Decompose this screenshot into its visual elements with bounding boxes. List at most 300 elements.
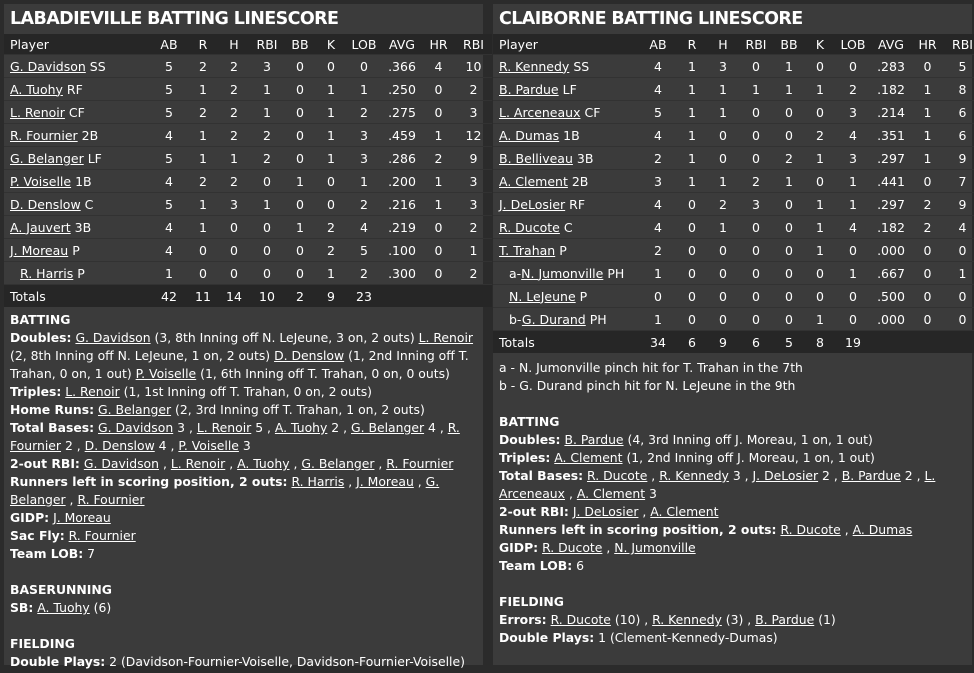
stat-cell: 0	[752, 242, 760, 258]
player-link[interactable]: A. Clement	[499, 173, 568, 189]
player-link[interactable]: G. Davidson	[75, 330, 151, 345]
player-link[interactable]: L. Arceneaux	[499, 468, 936, 501]
line-text: ,	[602, 540, 615, 555]
player-link[interactable]: L. Renoir	[170, 456, 226, 471]
stat-cell: 4	[654, 127, 662, 143]
stat-cell: 0	[752, 104, 760, 120]
player-position: SS	[573, 58, 590, 74]
player-link[interactable]: J. Moreau	[10, 242, 69, 258]
line-text: 2 ,	[818, 468, 842, 483]
player-link[interactable]: A. Jauvert	[10, 219, 71, 235]
player-link[interactable]: R. Ducote	[542, 540, 603, 555]
line-label: Total Bases:	[10, 420, 95, 435]
table-row	[4, 170, 492, 193]
player-cell	[4, 170, 150, 193]
stat-cell: 1	[688, 58, 696, 74]
section-line	[499, 557, 966, 575]
stat-cell: 2	[199, 104, 207, 120]
player-link[interactable]: N. Jumonville	[521, 265, 604, 281]
stat-cell: 1	[199, 81, 207, 97]
player-link[interactable]: G. Belanger	[97, 402, 172, 417]
section-gap	[4, 617, 483, 635]
stat-cell: 1	[923, 127, 932, 143]
stat-cell: 3	[360, 150, 368, 166]
stat-cell: 0	[752, 311, 760, 327]
stat-cell: 0	[923, 288, 932, 304]
player-link[interactable]: G. Davidson	[98, 420, 174, 435]
table-row	[493, 55, 974, 78]
stat-cell: 0	[296, 265, 304, 281]
player-position: 1B	[75, 173, 92, 189]
player-link[interactable]: G. Davidson	[10, 58, 86, 74]
player-link[interactable]: B. Pardue	[499, 81, 559, 97]
stat-cell: 0	[785, 265, 793, 281]
section-line	[499, 431, 966, 449]
stat-cell: 0	[785, 242, 793, 258]
player-link[interactable]: L. Renoir	[418, 330, 474, 345]
line-label: Doubles:	[499, 432, 561, 447]
totals-cell: 34	[650, 334, 666, 350]
stat-cell: 0	[688, 288, 696, 304]
stat-cell: 4	[165, 242, 173, 258]
stat-cell: 4	[849, 219, 857, 235]
player-link[interactable]: B. Pardue	[755, 612, 815, 627]
stat-cell: 5	[165, 150, 173, 166]
stat-cell: 0	[958, 311, 967, 327]
stat-cell: 0	[923, 173, 932, 189]
stat-cell: .100	[388, 242, 416, 258]
player-link[interactable]: R. Ducote	[587, 468, 648, 483]
sub-prefix: a-	[509, 265, 522, 281]
line-label: Doubles:	[10, 330, 72, 345]
stat-cell: 3	[360, 127, 368, 143]
stat-cell: 1	[816, 242, 824, 258]
line-label: Triples:	[10, 384, 62, 399]
player-link[interactable]: A. Tuohy	[237, 456, 290, 471]
totals-cell: 9	[719, 334, 727, 350]
player-link[interactable]: R. Fournier	[10, 127, 78, 143]
player-link[interactable]: B. Pardue	[841, 468, 901, 483]
stat-cell: 1	[849, 265, 857, 281]
stat-cell: 1	[199, 196, 207, 212]
line-text: 3	[645, 486, 657, 501]
table-row	[493, 308, 974, 331]
player-position: RF	[569, 196, 586, 212]
stat-cell: 5	[165, 196, 173, 212]
player-link[interactable]: R. Kennedy	[652, 612, 722, 627]
table-row	[493, 124, 974, 147]
stat-cell: 1	[327, 104, 335, 120]
stat-cell: 1	[327, 81, 335, 97]
totals-cell: 2	[296, 288, 304, 304]
player-link[interactable]: A. Dumas	[852, 522, 913, 537]
player-position: 1B	[563, 127, 580, 143]
player-link[interactable]: A. Clement	[650, 504, 719, 519]
line-text: (10) ,	[610, 612, 653, 627]
col-header-ab: AB	[649, 36, 667, 52]
totals-cell: 8	[816, 334, 824, 350]
line-text: ,	[159, 456, 171, 471]
player-position: P	[77, 265, 85, 281]
line-text: 2 ,	[61, 438, 85, 453]
table-row	[493, 193, 974, 216]
line-text: 3 ,	[173, 420, 197, 435]
line-text: (6)	[89, 600, 112, 615]
col-header-k: K	[326, 36, 336, 52]
player-link[interactable]: G. Belanger	[301, 456, 375, 471]
player-link[interactable]: L. Renoir	[65, 384, 120, 399]
stat-cell: .275	[388, 104, 416, 120]
stat-cell: 2	[360, 265, 368, 281]
player-position: RF	[66, 81, 83, 97]
stat-cell: 0	[958, 288, 967, 304]
section-line	[10, 419, 477, 455]
stat-cell: 0	[719, 242, 727, 258]
stat-cell: 2	[230, 104, 238, 120]
col-header-r: R	[198, 36, 208, 52]
stat-cell: 0	[923, 242, 932, 258]
stat-cell: 0	[230, 219, 238, 235]
stat-cell: 0	[785, 219, 793, 235]
stat-cell: 3	[654, 173, 662, 189]
line-label: Home Runs:	[10, 402, 95, 417]
stat-cell: 3	[849, 150, 857, 166]
player-link[interactable]: J. DeLosier	[499, 196, 566, 212]
section-line	[499, 503, 966, 521]
stat-cell: .000	[877, 242, 905, 258]
stat-cell: 3	[230, 196, 238, 212]
player-link[interactable]: N. LeJeune	[509, 288, 576, 304]
stat-cell: 3	[752, 196, 760, 212]
stat-cell: 4	[165, 173, 173, 189]
stat-cell: 5	[360, 242, 368, 258]
stat-cell: 2	[263, 127, 271, 143]
stat-cell: 0	[719, 288, 727, 304]
player-cell	[493, 101, 639, 124]
player-link[interactable]: A. Dumas	[499, 127, 560, 143]
player-link[interactable]: J. Moreau	[53, 510, 111, 525]
player-position: LF	[562, 81, 577, 97]
stat-cell: 0	[434, 242, 443, 258]
totals-cell	[455, 285, 492, 308]
stat-cell: 2	[923, 219, 932, 235]
totals-cell: 11	[195, 288, 211, 304]
stat-section-fielding	[493, 593, 972, 647]
stat-cell: .216	[388, 196, 416, 212]
player-position: P	[559, 242, 567, 258]
player-link[interactable]: R. Kennedy	[499, 58, 570, 74]
stat-cell: 0	[296, 196, 304, 212]
totals-cell: 9	[327, 288, 335, 304]
stat-cell: 1	[719, 219, 727, 235]
player-link[interactable]: R. Kennedy	[659, 468, 729, 483]
labadieville-panel	[4, 4, 484, 669]
player-link[interactable]: R. Fournier	[10, 420, 460, 453]
stat-cell: 3	[469, 196, 478, 212]
player-link[interactable]: P. Voiselle	[135, 366, 197, 381]
stat-cell: 0	[199, 242, 207, 258]
stat-cell: 0	[327, 58, 335, 74]
totals-cell: 42	[161, 288, 177, 304]
stat-cell: 1	[654, 265, 662, 281]
table-header	[493, 34, 974, 55]
player-cell	[493, 170, 639, 193]
line-text: (2, 8th Inning off N. LeJeune, 1 on, 2 outs)	[10, 348, 275, 363]
section-line	[499, 611, 966, 629]
player-link[interactable]: R. Ducote	[780, 522, 841, 537]
stat-cell: 3	[849, 104, 857, 120]
stat-cell: 5	[165, 81, 173, 97]
line-text: (1, 2nd Inning off T. Trahan, 0 on, 1 out)	[10, 348, 469, 381]
stat-cell: 0	[263, 265, 271, 281]
line-label: GIDP:	[499, 540, 539, 555]
line-text: 7	[87, 546, 96, 561]
stat-cell: 1	[752, 81, 760, 97]
player-link[interactable]: L. Renoir	[196, 420, 252, 435]
stat-section-fielding	[4, 635, 483, 671]
player-link[interactable]: B. Pardue	[564, 432, 624, 447]
stat-cell: 4	[654, 81, 662, 97]
stat-cell: 7	[958, 173, 967, 189]
stat-cell: 4	[165, 219, 173, 235]
player-position: CF	[68, 104, 85, 120]
stat-cell: 1	[327, 150, 335, 166]
table-row	[4, 216, 492, 239]
stat-cell: 0	[785, 196, 793, 212]
line-text: 3	[238, 438, 251, 453]
stat-cell: 6	[958, 104, 967, 120]
line-text: ,	[374, 456, 387, 471]
stat-cell: 1	[923, 150, 932, 166]
claiborne-panel	[493, 4, 972, 665]
stat-cell: 0	[785, 311, 793, 327]
stat-cell: 0	[719, 311, 727, 327]
player-link[interactable]: J. DeLosier	[572, 504, 639, 519]
stat-cell: 0	[688, 196, 696, 212]
player-link[interactable]: L. Arceneaux	[499, 104, 581, 120]
player-link[interactable]: P. Voiselle	[178, 438, 239, 453]
stat-cell: 3	[469, 104, 478, 120]
line-text: (1, 6th Inning off T. Trahan, 0 on, 0 outs)	[196, 366, 450, 381]
stat-cell: 0	[752, 127, 760, 143]
line-text: ,	[344, 474, 357, 489]
player-cell	[4, 239, 150, 262]
section-gap	[493, 395, 972, 413]
stat-cell: 1	[165, 265, 173, 281]
stat-cell: 9	[958, 196, 967, 212]
stat-cell: 0	[752, 265, 760, 281]
stat-cell: 1	[654, 311, 662, 327]
stat-cell: .297	[877, 150, 905, 166]
line-text: ,	[638, 504, 651, 519]
player-link[interactable]: N. Jumonville	[614, 540, 696, 555]
player-link[interactable]: R. Ducote	[499, 219, 560, 235]
stat-cell: 1	[816, 196, 824, 212]
stat-cell: .182	[877, 219, 905, 235]
stat-cell: 0	[327, 196, 335, 212]
line-text: 3 ,	[728, 468, 753, 483]
player-link[interactable]: R. Harris	[291, 474, 345, 489]
player-link[interactable]: G. Durand	[521, 311, 586, 327]
player-link[interactable]: G. Davidson	[83, 456, 159, 471]
stat-cell: 1	[327, 127, 335, 143]
line-label: Team LOB:	[10, 546, 84, 561]
stat-cell: 1	[923, 104, 932, 120]
line-text: (3) ,	[721, 612, 756, 627]
stat-cell: 0	[752, 288, 760, 304]
line-label: 2-out RBI:	[499, 504, 569, 519]
line-text: ,	[225, 456, 238, 471]
player-link[interactable]: R. Fournier	[386, 456, 454, 471]
player-link[interactable]: T. Trahan	[499, 242, 556, 258]
stat-cell: 0	[296, 81, 304, 97]
player-link[interactable]: G. Belanger	[351, 420, 425, 435]
line-label: 2-out RBI:	[10, 456, 80, 471]
stat-section-baserunning	[4, 581, 483, 617]
totals-cell	[382, 285, 422, 308]
table-row	[493, 285, 974, 308]
line-label: GIDP:	[10, 510, 50, 525]
totals-row	[493, 331, 974, 354]
section-line	[10, 455, 477, 473]
stat-cell: 2	[327, 242, 335, 258]
totals-cell	[911, 331, 944, 354]
stat-cell: 4	[434, 58, 443, 74]
player-link[interactable]: A. Clement	[576, 486, 646, 501]
stat-cell: 0	[230, 265, 238, 281]
stat-cell: 1	[434, 196, 443, 212]
line-text: 4 ,	[154, 438, 179, 453]
stat-cell: 1	[958, 265, 967, 281]
stat-cell: 1	[327, 265, 335, 281]
player-link[interactable]: R. Ducote	[550, 612, 611, 627]
totals-cell: 6	[688, 334, 696, 350]
stat-cell: 1	[923, 81, 932, 97]
player-cell	[493, 239, 639, 262]
line-text: ,	[840, 522, 853, 537]
player-link[interactable]: A. Tuohy	[274, 420, 328, 435]
table-row	[4, 193, 492, 216]
stat-cell: 2	[199, 173, 207, 189]
totals-cell: 5	[785, 334, 793, 350]
stat-cell: .351	[877, 127, 905, 143]
col-header-avg: AVG	[389, 36, 415, 52]
player-cell	[493, 193, 639, 216]
player-cell	[4, 147, 150, 170]
stat-cell: 0	[230, 242, 238, 258]
col-header-h: H	[229, 36, 239, 52]
col-header-lob: LOB	[351, 36, 377, 52]
stat-cell: 1	[296, 173, 304, 189]
stat-cell: 0	[654, 288, 662, 304]
col-header-rbi: RBI	[463, 36, 484, 52]
stat-cell: .200	[388, 173, 416, 189]
line-text: (1, 2nd Inning off J. Moreau, 1 on, 1 out)	[622, 450, 875, 465]
line-text: 2 (Davidson-Fournier-Voiselle, Davidson-Fournier-Voiselle)	[109, 654, 465, 669]
stat-cell: 1	[434, 173, 443, 189]
stat-cell: 0	[719, 127, 727, 143]
player-link[interactable]: J. Moreau	[356, 474, 414, 489]
stat-cell: 9	[469, 150, 478, 166]
player-link[interactable]: R. Harris	[20, 265, 74, 281]
section-line	[10, 599, 477, 617]
stat-cell: 0	[263, 242, 271, 258]
stat-section-batting	[4, 311, 483, 563]
player-link[interactable]: A. Tuohy	[37, 600, 90, 615]
table-row	[4, 124, 492, 147]
section-line	[10, 509, 477, 527]
section-line	[10, 473, 477, 509]
stat-cell: 0	[752, 219, 760, 235]
stat-cell: 0	[849, 288, 857, 304]
player-link[interactable]: A. Tuohy	[10, 81, 63, 97]
player-link[interactable]: A. Clement	[554, 450, 623, 465]
stat-cell: .000	[877, 311, 905, 327]
player-link[interactable]: G. Belanger	[10, 150, 84, 166]
player-link[interactable]: D. Denslow	[84, 438, 155, 453]
player-link[interactable]: R. Fournier	[68, 528, 136, 543]
col-header-rbi: RBI	[952, 36, 973, 52]
col-header-ab: AB	[160, 36, 178, 52]
stat-cell: 2	[434, 150, 443, 166]
stat-cell: 0	[327, 173, 335, 189]
stat-cell: .214	[877, 104, 905, 120]
player-link[interactable]: D. Denslow	[274, 348, 345, 363]
stat-cell: 1	[785, 173, 793, 189]
player-link[interactable]: D. Denslow	[10, 196, 81, 212]
line-label: Double Plays:	[499, 630, 595, 645]
player-link[interactable]: R. Fournier	[77, 492, 145, 507]
stat-cell: 4	[849, 127, 857, 143]
stat-cell: 0	[296, 150, 304, 166]
player-link[interactable]: L. Renoir	[10, 104, 65, 120]
stat-cell: 0	[849, 58, 857, 74]
stat-cell: 4	[165, 127, 173, 143]
line-label: Team LOB:	[499, 558, 573, 573]
player-link[interactable]: B. Belliveau	[499, 150, 573, 166]
section-line	[499, 629, 966, 647]
stat-cell: 1	[719, 173, 727, 189]
player-position: 3B	[74, 219, 92, 235]
stat-cell: 0	[785, 104, 793, 120]
player-cell	[493, 262, 639, 285]
col-header-player: Player	[10, 36, 49, 52]
table-row	[493, 78, 974, 101]
stat-cell: 2	[469, 219, 478, 235]
stat-cell: 4	[958, 219, 967, 235]
player-cell	[493, 124, 639, 147]
stat-cell: .283	[877, 58, 905, 74]
pinch-notes	[493, 353, 972, 395]
line-text: (1, 1st Inning off T. Trahan, 0 on, 2 outs)	[119, 384, 373, 399]
totals-label: Totals	[10, 288, 46, 304]
stat-cell: 1	[199, 219, 207, 235]
stat-cell: 1	[199, 150, 207, 166]
player-cell	[493, 308, 639, 331]
stat-cell: 0	[434, 104, 443, 120]
player-link[interactable]: P. Voiselle	[10, 173, 72, 189]
line-label: Runners left in scoring position, 2 outs:	[10, 474, 288, 489]
table-row	[493, 216, 974, 239]
stat-cell: 1	[688, 150, 696, 166]
stat-cell: 2	[360, 104, 368, 120]
player-link[interactable]: G. Belanger	[10, 474, 440, 507]
player-cell	[4, 262, 150, 285]
line-text: 1 (Clement-Kennedy-Dumas)	[598, 630, 778, 645]
stat-cell: 1	[688, 104, 696, 120]
table-row	[4, 78, 492, 101]
player-link[interactable]: J. DeLosier	[752, 468, 819, 483]
